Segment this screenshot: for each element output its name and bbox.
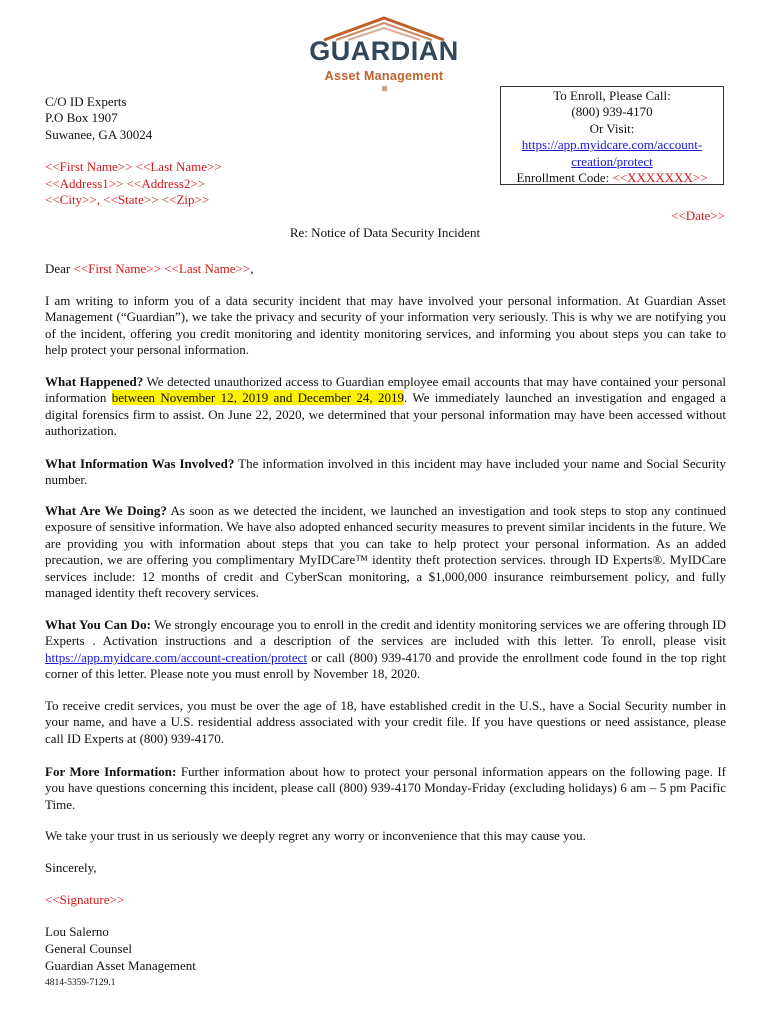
what-info-text: The information involved in this incident may have included your name and Social Security number. [45, 456, 726, 488]
address-block [45, 94, 305, 208]
more-info-paragraph [45, 764, 726, 813]
what-happened-text-a: We detected unauthorized access to Guardian employee email accounts that may have contained your personal information [45, 374, 726, 406]
closing: Sincerely, [45, 860, 97, 875]
sender-line: P.O Box 1907 [45, 110, 118, 126]
what-happened-heading: What Happened? [45, 374, 144, 389]
what-info-paragraph [45, 456, 726, 489]
subject-line: Re: Notice of Data Security Incident [289, 225, 481, 240]
what-happened-text-b: . We immediately launched an investigation and engaged a digital forensics firm to assist. On June 22, 2020, we determined that your personal information may have been accessed without authorization. [45, 390, 726, 439]
logo-dot [382, 86, 387, 91]
salutation-name: <<First Name>> <<Last Name>> [73, 261, 251, 276]
enroll-phone: (800) 939-4170 [571, 104, 653, 120]
sender-line: C/O ID Experts [45, 94, 127, 109]
enroll-code-value: <<XXXXXXX>> [612, 170, 708, 186]
date-placeholder: <<Date>> [671, 208, 725, 223]
highlighted-dates: between November 12, 2019 and December 24, 2019 [111, 390, 405, 406]
signature-placeholder: <<Signature>> [45, 892, 125, 907]
signer-name: Lou Salerno [45, 924, 109, 939]
what-you-can-do-heading: What You Can Do: [45, 617, 151, 632]
more-info-heading: For More Information: [45, 764, 177, 779]
enroll-url-link[interactable]: https://app.myidcare.com/account- [521, 137, 703, 153]
signer-block [45, 924, 196, 975]
enroll-code-label: Enrollment Code: [516, 170, 613, 186]
signer-title: General Counsel [45, 941, 133, 956]
salutation-dear: Dear [45, 261, 74, 276]
logo-tagline: Asset Management [324, 69, 444, 83]
recipient-line: <<Address1>> <<Address2>> [45, 175, 206, 191]
salutation [45, 261, 726, 277]
what-happened-paragraph [45, 374, 726, 440]
trust-paragraph: We take your trust in us seriously we deeply regret any worry or inconvenience that this may cause you. [45, 828, 586, 843]
enroll-call-label: To Enroll, Please Call: [553, 88, 671, 103]
more-info-text: Further information about how to protect your personal information appears on the following page. If you have questions concerning this incident, please call (800) 939-4170 Monday-Friday (excluding holidays) 6 am – 5 pm Pacific Time. [45, 764, 726, 812]
credit-services-paragraph: To receive credit services, you must be over the age of 18, have established credit in the U.S., have a Social Security number in your name, and have a U.S. residential address associated with your credit file. If you have questions or need assistance, please call ID Experts at (800) 939-4170. [45, 698, 726, 746]
document-id: 4814-5359-7129.1 [45, 978, 116, 988]
what-info-heading: What Information Was Involved? [45, 456, 235, 471]
recipient-line: <<First Name>> <<Last Name>> [45, 159, 222, 175]
what-you-can-do-text-b: or call (800) 939-4170 and provide the enrollment code found in the top right corner of this letter. Please note you must enroll by November 18, 2020. [45, 649, 726, 682]
logo-brand: GUARDIAN [309, 36, 459, 66]
recipient-line: <<City>>, <<State>> <<Zip>> [45, 191, 210, 207]
salutation-comma: , [250, 261, 254, 276]
enroll-url-link-cont[interactable]: creation/protect [571, 153, 653, 169]
what-you-can-do-text-a: We strongly encourage you to enroll in the credit and identity monitoring services we are offering through ID Experts . Activation instructions and a description of the services are included with this letter. To enroll, please visit [45, 617, 726, 649]
what-doing-heading: What Are We Doing? [45, 503, 167, 518]
what-doing-paragraph [45, 503, 726, 601]
enroll-link[interactable]: https://app.myidcare.com/account-creation/protect [45, 649, 308, 665]
company-logo [306, 16, 462, 94]
intro-paragraph: I am writing to inform you of a data security incident that may have involved your personal information. At Guardian Asset Management (“Guardian”), we take the privacy and security of your information very seriously. This is why we are notifying you of the incident, offering you credit monitoring and identity monitoring services, and informing you about steps you can take to help protect your personal information. [45, 293, 726, 358]
signer-company: Guardian Asset Management [45, 958, 196, 973]
enroll-visit-label: Or Visit: [589, 120, 635, 136]
enrollment-box [500, 86, 724, 185]
sender-line: Suwanee, GA 30024 [45, 126, 153, 142]
what-you-can-do-paragraph [45, 617, 726, 683]
what-doing-text: As soon as we detected the incident, we launched an investigation and took steps to stop any continued exposure of sensitive information. We have also adopted enhanced security measures to prevent similar incidents in the future. We are providing you with information about steps that you can take to help protect your personal information. As an added precaution, we are offering you complimentary MyIDCare™ identity theft protection services. through ID Experts®. MyIDCare services include: 12 months of credit and CyberScan monitoring, a $1,000,000 insurance reimbursement policy, and fully managed identity theft recovery services. [45, 503, 727, 601]
